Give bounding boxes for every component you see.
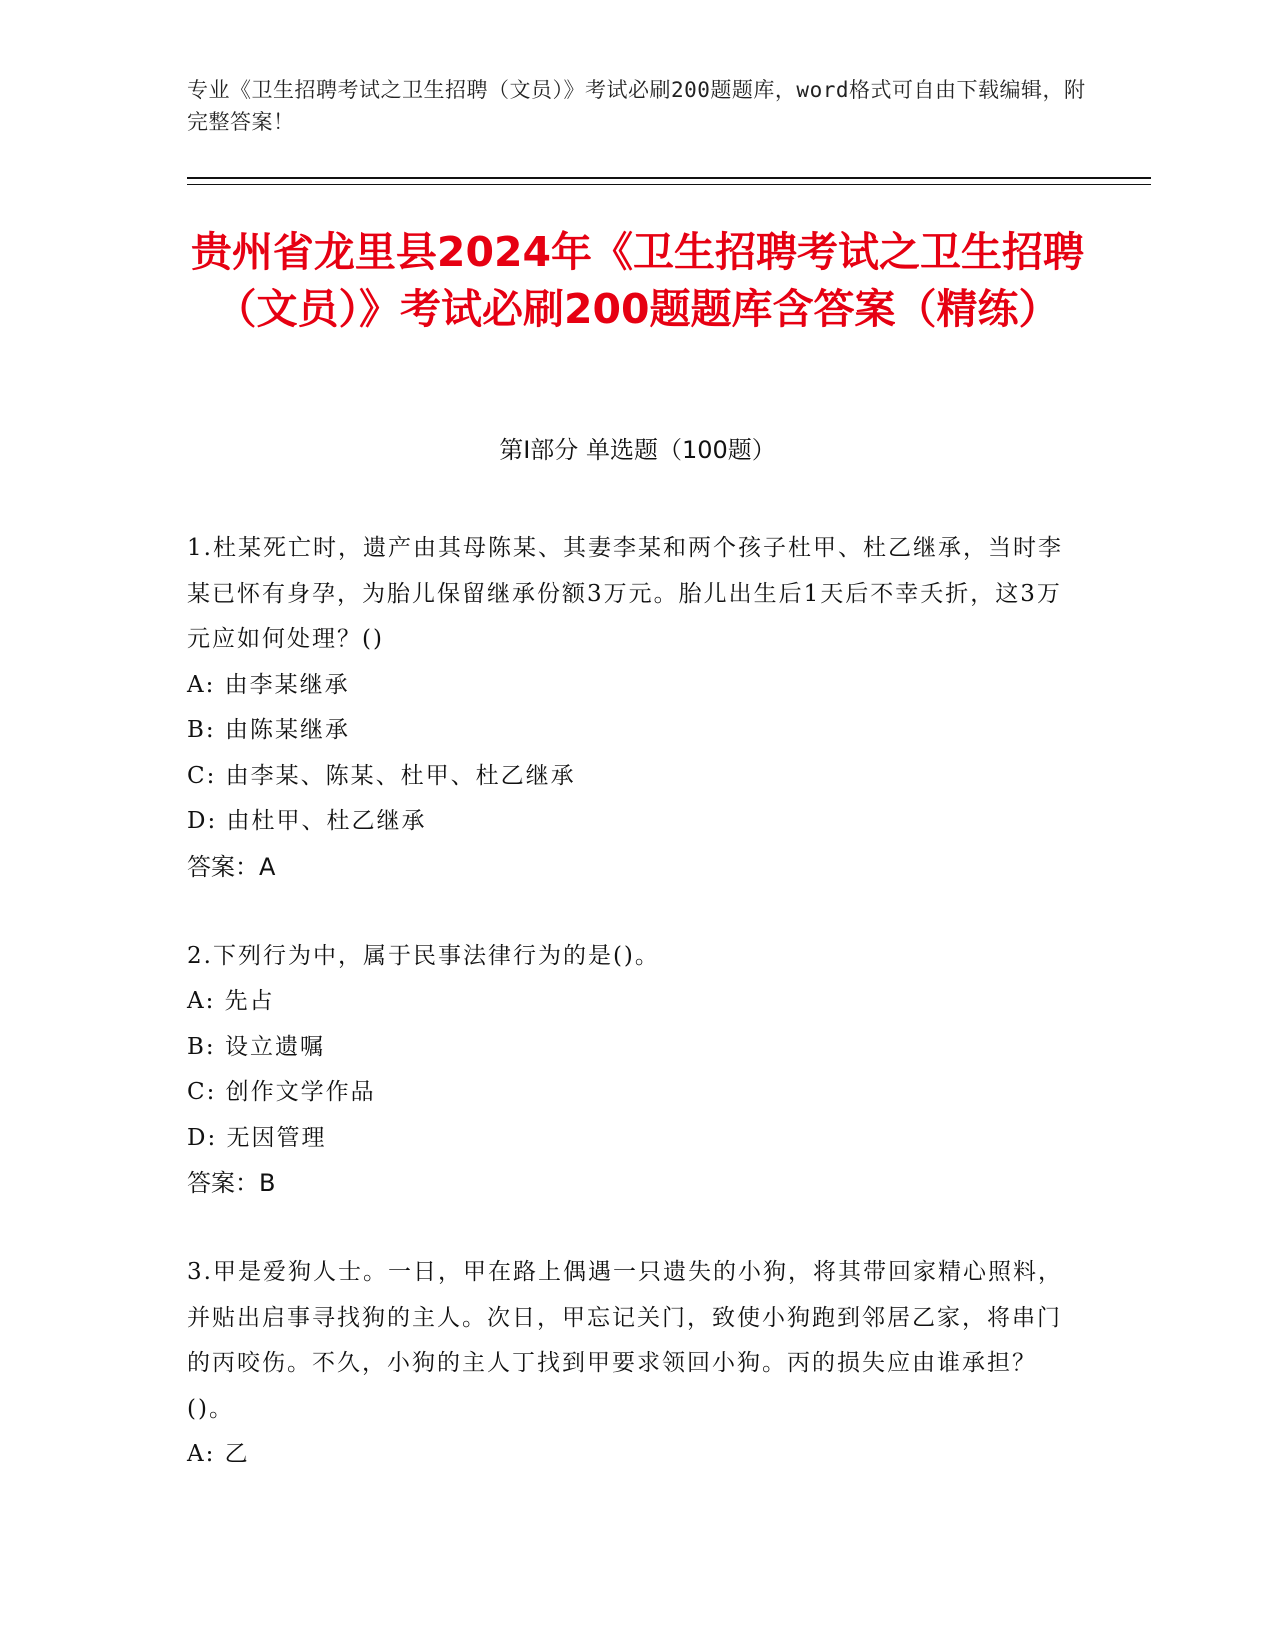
answer: 答案：B [187, 1169, 276, 1197]
option-c: C: 由李某、陈某、杜甲、杜乙继承 [187, 762, 576, 789]
question-2 [187, 934, 1067, 1207]
question-3 [187, 1250, 1067, 1478]
answer: 答案：A [187, 852, 276, 881]
question-text: 2.下列行为中，属于民事法律行为的是()。 [187, 942, 660, 969]
option-b: B: 设立遗嘱 [187, 1033, 325, 1060]
header-divider-thin [187, 184, 1151, 185]
question-list [187, 526, 1067, 1522]
option-b: B: 由陈某继承 [187, 717, 350, 743]
section-title: 第Ⅰ部分 单选题（100题） [499, 436, 776, 464]
option-a: A: 由李某继承 [187, 671, 350, 698]
header-divider-thick [187, 177, 1151, 179]
option-a: A: 乙 [187, 1441, 250, 1467]
question-text: 3.甲是爱狗人士。一日，甲在路上偶遇一只遗失的小狗，将其带回家精心照料，并贴出启事寻找狗的主人。次日，甲忘记关门，致使小狗跑到邻居乙家，将串门的丙咬伤。不久，小狗的主人丁找到甲要求领回小狗。丙的损失应由谁承担？()。 [187, 1259, 1063, 1422]
option-c: C: 创作文学作品 [187, 1079, 376, 1105]
option-a: A: 先占 [187, 988, 275, 1014]
option-d: D: 无因管理 [187, 1124, 327, 1151]
question-text: 1.杜某死亡时，遗产由其母陈某、其妻李某和两个孩子杜甲、杜乙继承，当时李某已怀有身孕，为胎儿保留继承份额3万元。胎儿出生后1天后不幸夭折，这3万元应如何处理？() [187, 535, 1063, 652]
option-d: D: 由杜甲、杜乙继承 [187, 808, 427, 834]
document-title: 贵州省龙里县2024年《卫生招聘考试之卫生招聘（文员）》考试必刷200题题库含答案（精练） [190, 228, 1085, 333]
question-1 [187, 526, 1067, 890]
header-note: 专业《卫生招聘考试之卫生招聘（文员）》考试必刷200题题库，word格式可自由下载编辑，附完整答案！ [187, 78, 1086, 134]
